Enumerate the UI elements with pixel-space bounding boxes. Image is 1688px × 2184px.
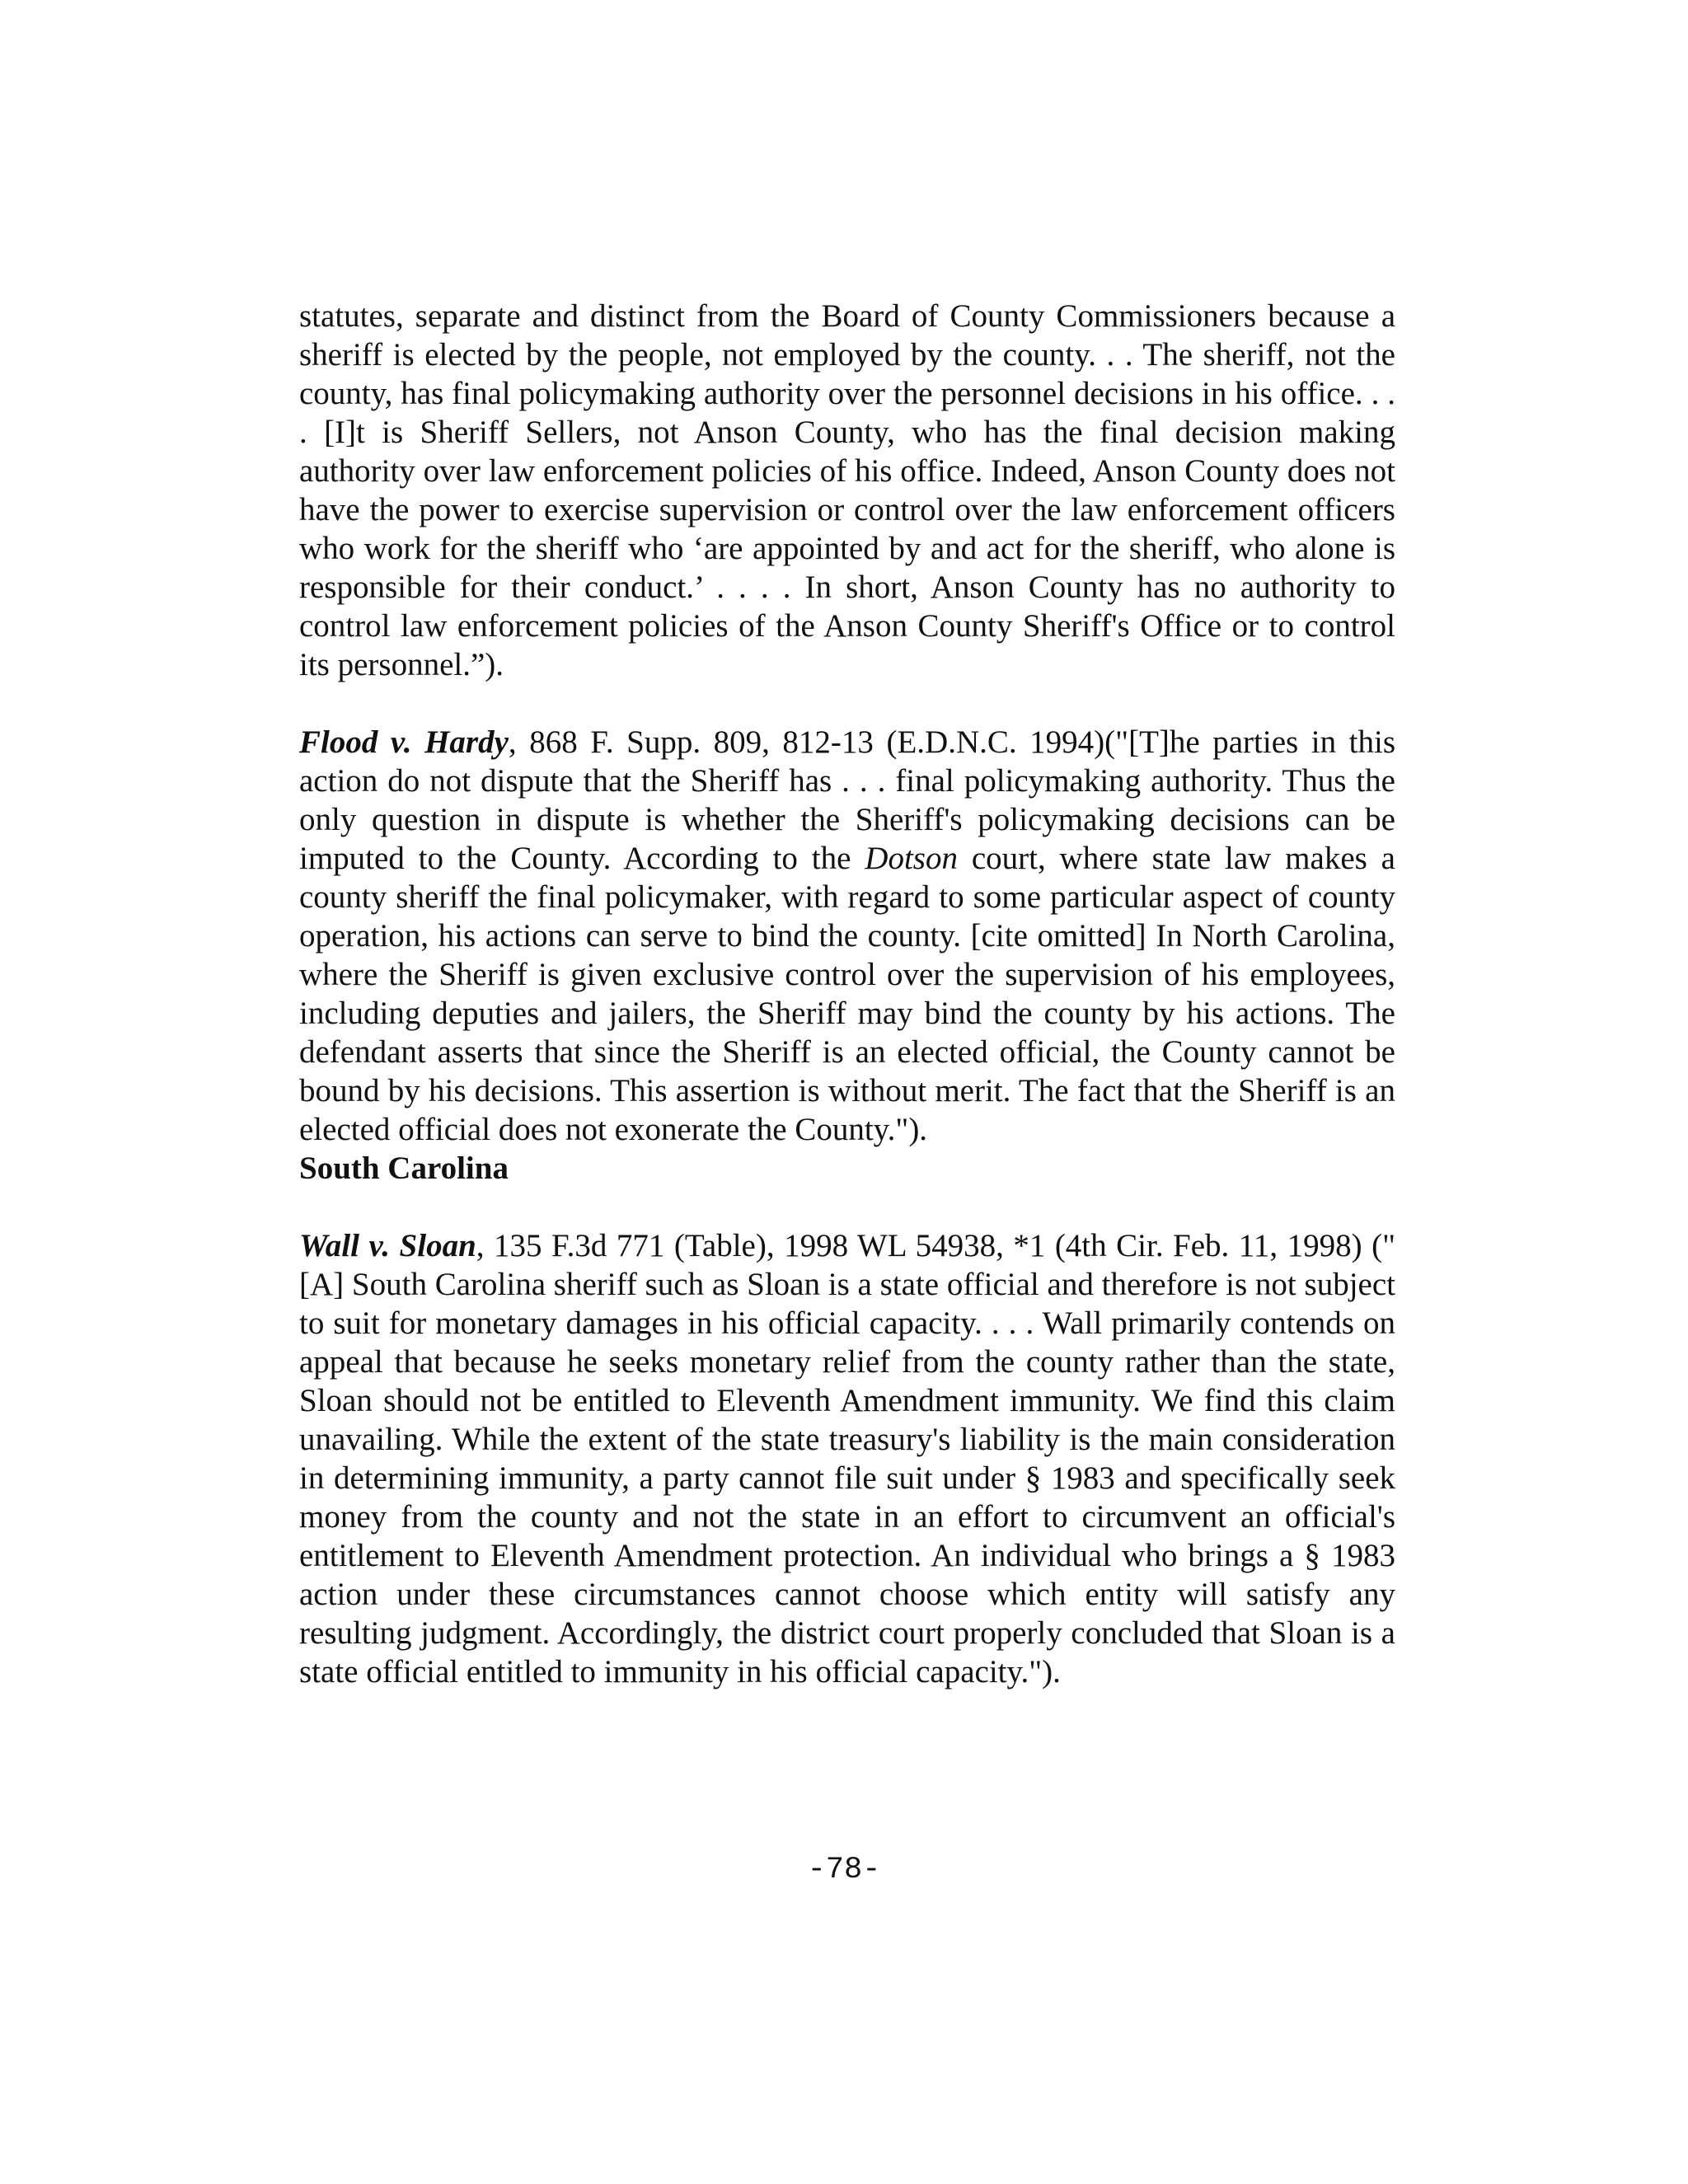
wall-text: , 135 F.3d 771 (Table), 1998 WL 54938, *1 (4th Cir. Feb. 11, 1998) ("[A] South Carolina sheriff such as Sloan is a state official and therefore is not subject to suit for monetary damages in his official capacity. . . . Wall primarily contends on appeal that because he seeks monetary relief from the county rather than the state, Sloan should not be entitled to Eleventh Amendment immunity. We find this claim unavailing. While the extent of the state treasury's liability is the main consideration in determining immunity, a party cannot file suit under § 1983 and specifically seek money from the county and not the state in an effort to circumvent an official's entitlement to Eleventh Amendment protection. An individual who brings a § 1983 action under these circumstances cannot choose which entity will satisfy any resulting judgment. Accordingly, the district court properly concluded that Sloan is a state official entitled to immunity in his official capacity."). xyxy=(299,1228,1395,1690)
page-number: -78- xyxy=(807,1853,881,1887)
intro-paragraph: statutes, separate and distinct from the Board of County Commissioners because a sheriff is elected by the people, not employed by the county. . . The sheriff, not the county, has final policymaking authority over the personnel decisions in his office. . . . [I]t is Sheriff Sellers, not Anson County, who has the final decision making authority over law enforcement policies of his office. Indeed, Anson County does not have the power to exercise supervision or control over the law enforcement officers who work for the sheriff who ‘are appointed by and act for the sheriff, who alone is responsible for their conduct.’ . . . . In short, Anson County has no authority to control law enforcement policies of the Anson County Sheriff's Office or to control its personnel.”). xyxy=(299,298,1395,682)
case-name-wall-v-sloan: Wall v. Sloan xyxy=(299,1228,476,1263)
flood-text-after: court, where state law makes a county sheriff the final policymaker, with regard to some particular aspect of county operation, his actions can serve to bind the county. [cite omitted] In North Carolina, where the Sheriff is given exclusive control over the supervision of his employees, including deputies and jailers, the Sheriff may bind the county by his actions. The defendant asserts that since the Sheriff is an elected official, the County cannot be bound by his decisions. This assertion is without merit. The fact that the Sheriff is an elected official does not exonerate the County."). xyxy=(299,841,1395,1147)
section-heading-south-carolina: South Carolina xyxy=(299,1151,509,1186)
flood-v-hardy-paragraph xyxy=(299,723,1395,1149)
flood-text-before: , 868 F. Supp. 809, 812-13 (E.D.N.C. 1994)("[T]he parties in this action do not dispute that the Sheriff has . . . final policymaking authority. Thus the only question in dispute is whether the Sheriff's policymaking decisions can be imputed to the County. According to the xyxy=(299,724,1395,876)
wall-v-sloan-paragraph xyxy=(299,1226,1395,1691)
document-body xyxy=(299,297,1395,1691)
case-name-flood-v-hardy: Flood v. Hardy xyxy=(299,724,509,760)
dotson-italic: Dotson xyxy=(865,841,958,876)
